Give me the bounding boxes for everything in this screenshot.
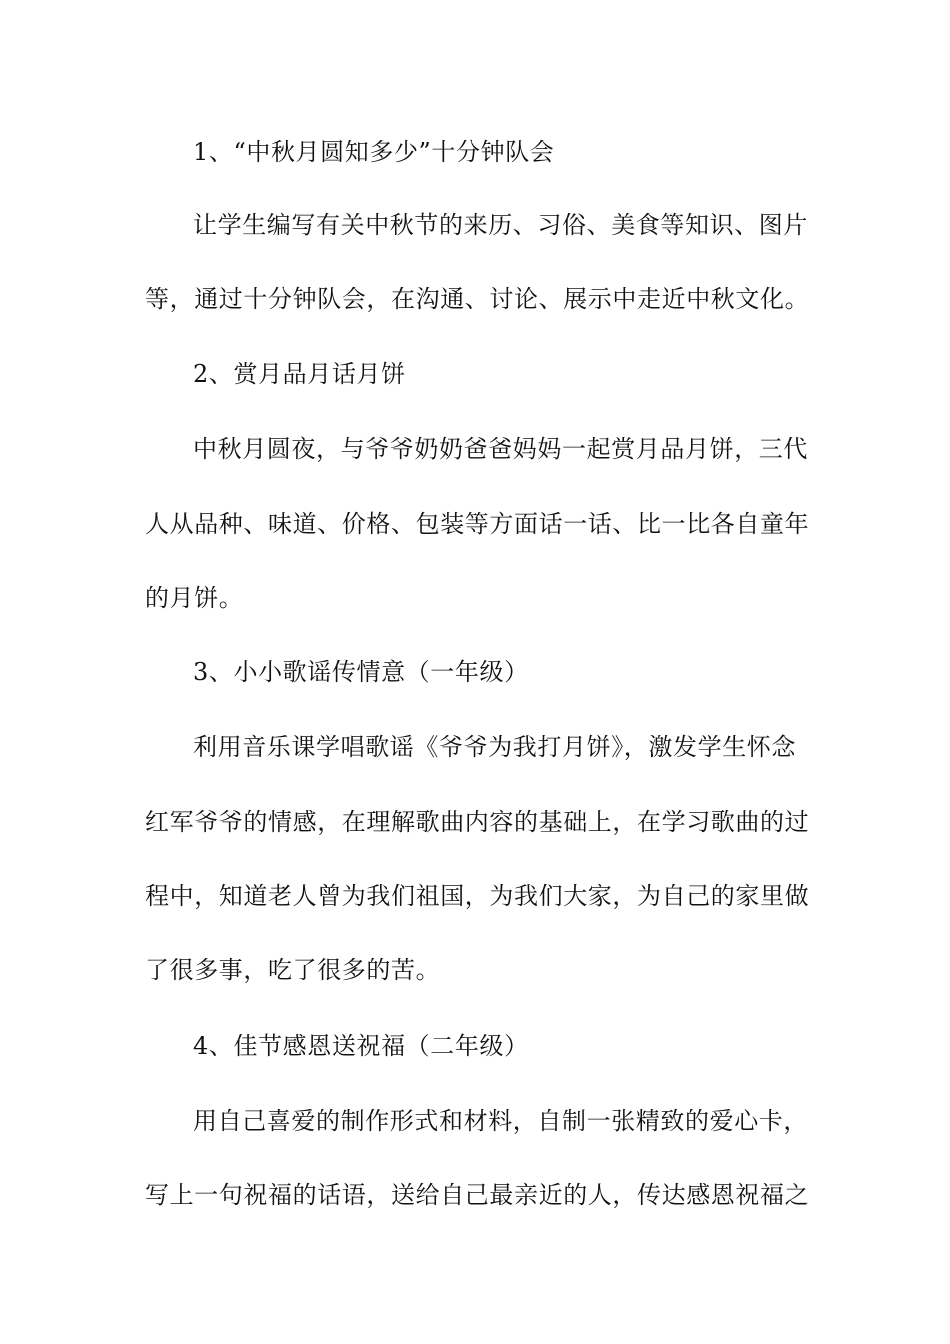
paragraph-line: 人从品种、味道、价格、包装等方面话一话、比一比各自童年 xyxy=(145,510,810,538)
paragraph-line: 程中，知道老人曾为我们祖国，为我们大家，为自己的家里做 xyxy=(145,882,810,910)
section-heading-2: 2、赏月品月话月饼 xyxy=(193,360,406,388)
paragraph-line: 用自己喜爱的制作形式和材料，自制一张精致的爱心卡， xyxy=(193,1107,808,1135)
paragraph-line: 利用音乐课学唱歌谣《爷爷为我打月饼》，激发学生怀念 xyxy=(193,733,796,761)
paragraph-line: 了很多事，吃了很多的苦。 xyxy=(145,956,441,984)
section-heading-1: 1、“中秋月圆知多少”十分钟队会 xyxy=(193,138,555,166)
paragraph-line: 红军爷爷的情感，在理解歌曲内容的基础上，在学习歌曲的过 xyxy=(145,808,810,836)
paragraph-line: 等，通过十分钟队会，在沟通、讨论、展示中走近中秋文化。 xyxy=(145,285,810,313)
paragraph-line: 中秋月圆夜，与爷爷奶奶爸爸妈妈一起赏月品月饼，三代 xyxy=(193,435,808,463)
paragraph-line: 写上一句祝福的话语，送给自己最亲近的人，传达感恩祝福之 xyxy=(145,1181,810,1209)
paragraph-line: 的月饼。 xyxy=(145,584,244,612)
section-heading-3: 3、小小歌谣传情意（一年级） xyxy=(193,658,529,686)
paragraph-line: 让学生编写有关中秋节的来历、习俗、美食等知识、图片 xyxy=(193,211,808,239)
section-heading-4: 4、佳节感恩送祝福（二年级） xyxy=(193,1032,529,1060)
